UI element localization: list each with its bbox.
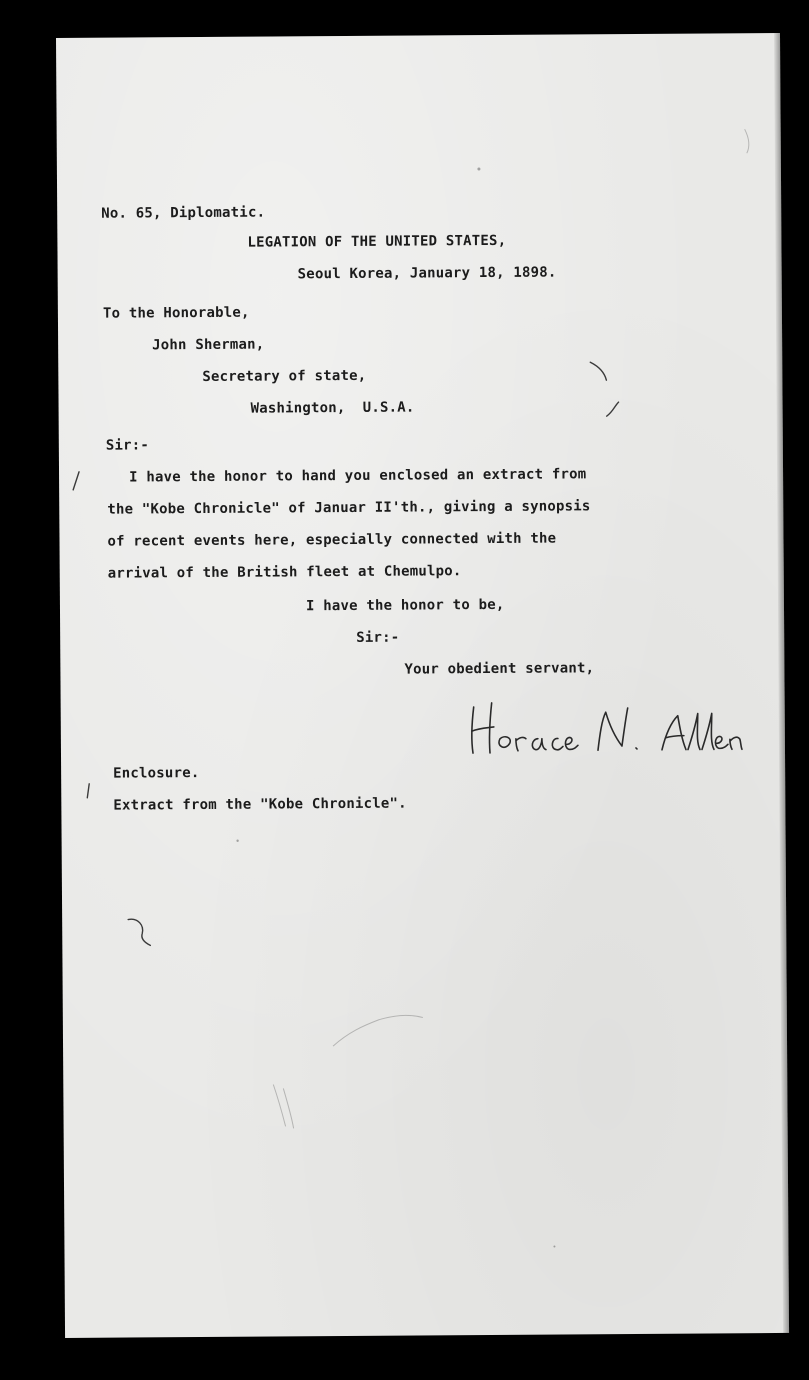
body-line-1: I have the honor to hand you enclosed an extract from [129, 466, 587, 486]
addressee-line-4: Washington, U.S.A. [250, 399, 415, 417]
body-line-2: the "Kobe Chronicle" of Januar II'th., giving a synopsis [107, 498, 591, 518]
addressee-line-1: To the Honorable, [102, 304, 250, 322]
addressee-line-2: John Sherman, [152, 336, 265, 354]
salutation: Sir:- [105, 437, 150, 454]
place-date: Seoul Korea, January 18, 1898. [297, 264, 557, 283]
body-line-3: of recent events here, especially connected with the [107, 530, 557, 550]
pencil-mark-right [590, 362, 606, 380]
stray-marks [56, 33, 789, 1338]
closing-line-3: Your obedient servant, [404, 660, 595, 678]
body-line-4: arrival of the British fleet at Chemulpo. [107, 563, 462, 582]
pencil-hook-mark [128, 919, 150, 945]
closing-line-1: I have the honor to be, [305, 596, 505, 615]
enclosure-description: Extract from the "Kobe Chronicle". [113, 795, 407, 814]
letter-page [56, 33, 789, 1338]
legation-heading: LEGATION OF THE UNITED STATES, [247, 232, 507, 251]
margin-tick-mark [73, 472, 79, 490]
closing-line-2: Sir:- [356, 629, 400, 646]
enclosure-label: Enclosure. [113, 765, 200, 782]
addressee-line-3: Secretary of state, [202, 367, 367, 385]
letter-number: No. 65, Diplomatic. [101, 204, 266, 222]
